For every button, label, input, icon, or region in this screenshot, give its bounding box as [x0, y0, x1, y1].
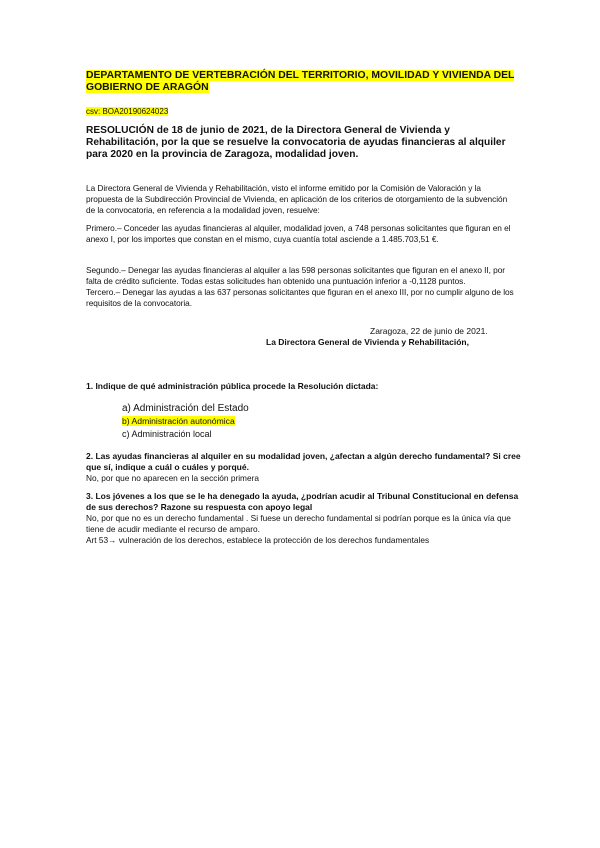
question-1-text: 1. Indique de qué administración pública procede la Resolución dictada: [86, 381, 379, 391]
question-1 [86, 381, 526, 392]
question-3-answer-line-1: No, por que no es un derecho fundamental . Si fuese un derecho fundamental si podrían porque es la única vía que tiene de acudir mediante el recurso de amparo. [86, 513, 511, 534]
signature-block [266, 326, 566, 348]
option-b-selected: b) Administración autonómica [122, 416, 235, 426]
question-1-options [122, 402, 249, 441]
option-a: a) Administración del Estado [122, 403, 249, 414]
question-2-answer: No, por que no aparecen en la sección primera [86, 473, 259, 483]
question-3-answer-line-2: Art 53→ vulneración de los derechos, establece la protección de los derechos fundamentales [86, 535, 430, 545]
signature-signer: La Directora General de Vivienda y Rehabilitación, [266, 337, 469, 347]
csv-code [86, 107, 168, 117]
resolution-segundo-tercero [86, 265, 518, 309]
resolution-title: RESOLUCIÓN de 18 de junio de 2021, de la Directora General de Vivienda y Rehabilitación, por la que se resuelve la convocatoria de ayudas financieras al alquiler para 2020 en la provincia de Zaragoza, modalidad joven. [86, 125, 506, 160]
resolution-primero: Primero.– Conceder las ayudas financieras al alquiler, modalidad joven, a 748 personas solicitantes que figuran en el anexo I, por los importes que constan en el mismo, cuya cuantía total asciende a 1.485.703,51 €. [86, 223, 511, 244]
signature-place-date: Zaragoza, 22 de junio de 2021. [370, 326, 488, 336]
resolution-segundo: Segundo.– Denegar las ayudas financieras al alquiler a las 598 personas solicitantes que figuran en el anexo II, por falta de crédito suficiente. Todas estas solicitudes han obtenido una puntuación inferior a -0,1128 puntos. [86, 265, 505, 286]
option-c: c) Administración local [122, 429, 212, 439]
department-title: DEPARTAMENTO DE VERTEBRACIÓN DEL TERRITORIO, MOVILIDAD Y VIVIENDA DEL GOBIERNO DE ARAGÓN [86, 70, 515, 93]
question-3-text: 3. Los jóvenes a los que se le ha denegado la ayuda, ¿podrían acudir al Tribunal Constitucional en defensa de sus derechos? Razone su respuesta con apoyo legal [86, 491, 519, 512]
csv-text: csv: BOA20190624023 [86, 107, 169, 116]
question-2 [86, 451, 526, 484]
resolution-intro: La Directora General de Vivienda y Rehabilitación, visto el informe emitido por la Comisión de Valoración y la propuesta de la Subdirección Provincial de Vivienda, en aplicación de los criterios de otorgamiento de la subvención de la convocatoria, en referencia a la modalidad joven, resuelve: [86, 183, 508, 215]
question-2-text: 2. Las ayudas financieras al alquiler en su modalidad joven, ¿afectan a algún derecho fundamental? Si cree que sí, indique a cuál o cuáles y porqué. [86, 451, 521, 472]
department-heading [86, 70, 526, 94]
question-3 [86, 491, 526, 546]
resolution-tercero: Tercero.– Denegar las ayudas a las 637 personas solicitantes que figuran en el anexo III, por no cumplir alguno de los requisitos de la convocatoria. [86, 287, 514, 308]
